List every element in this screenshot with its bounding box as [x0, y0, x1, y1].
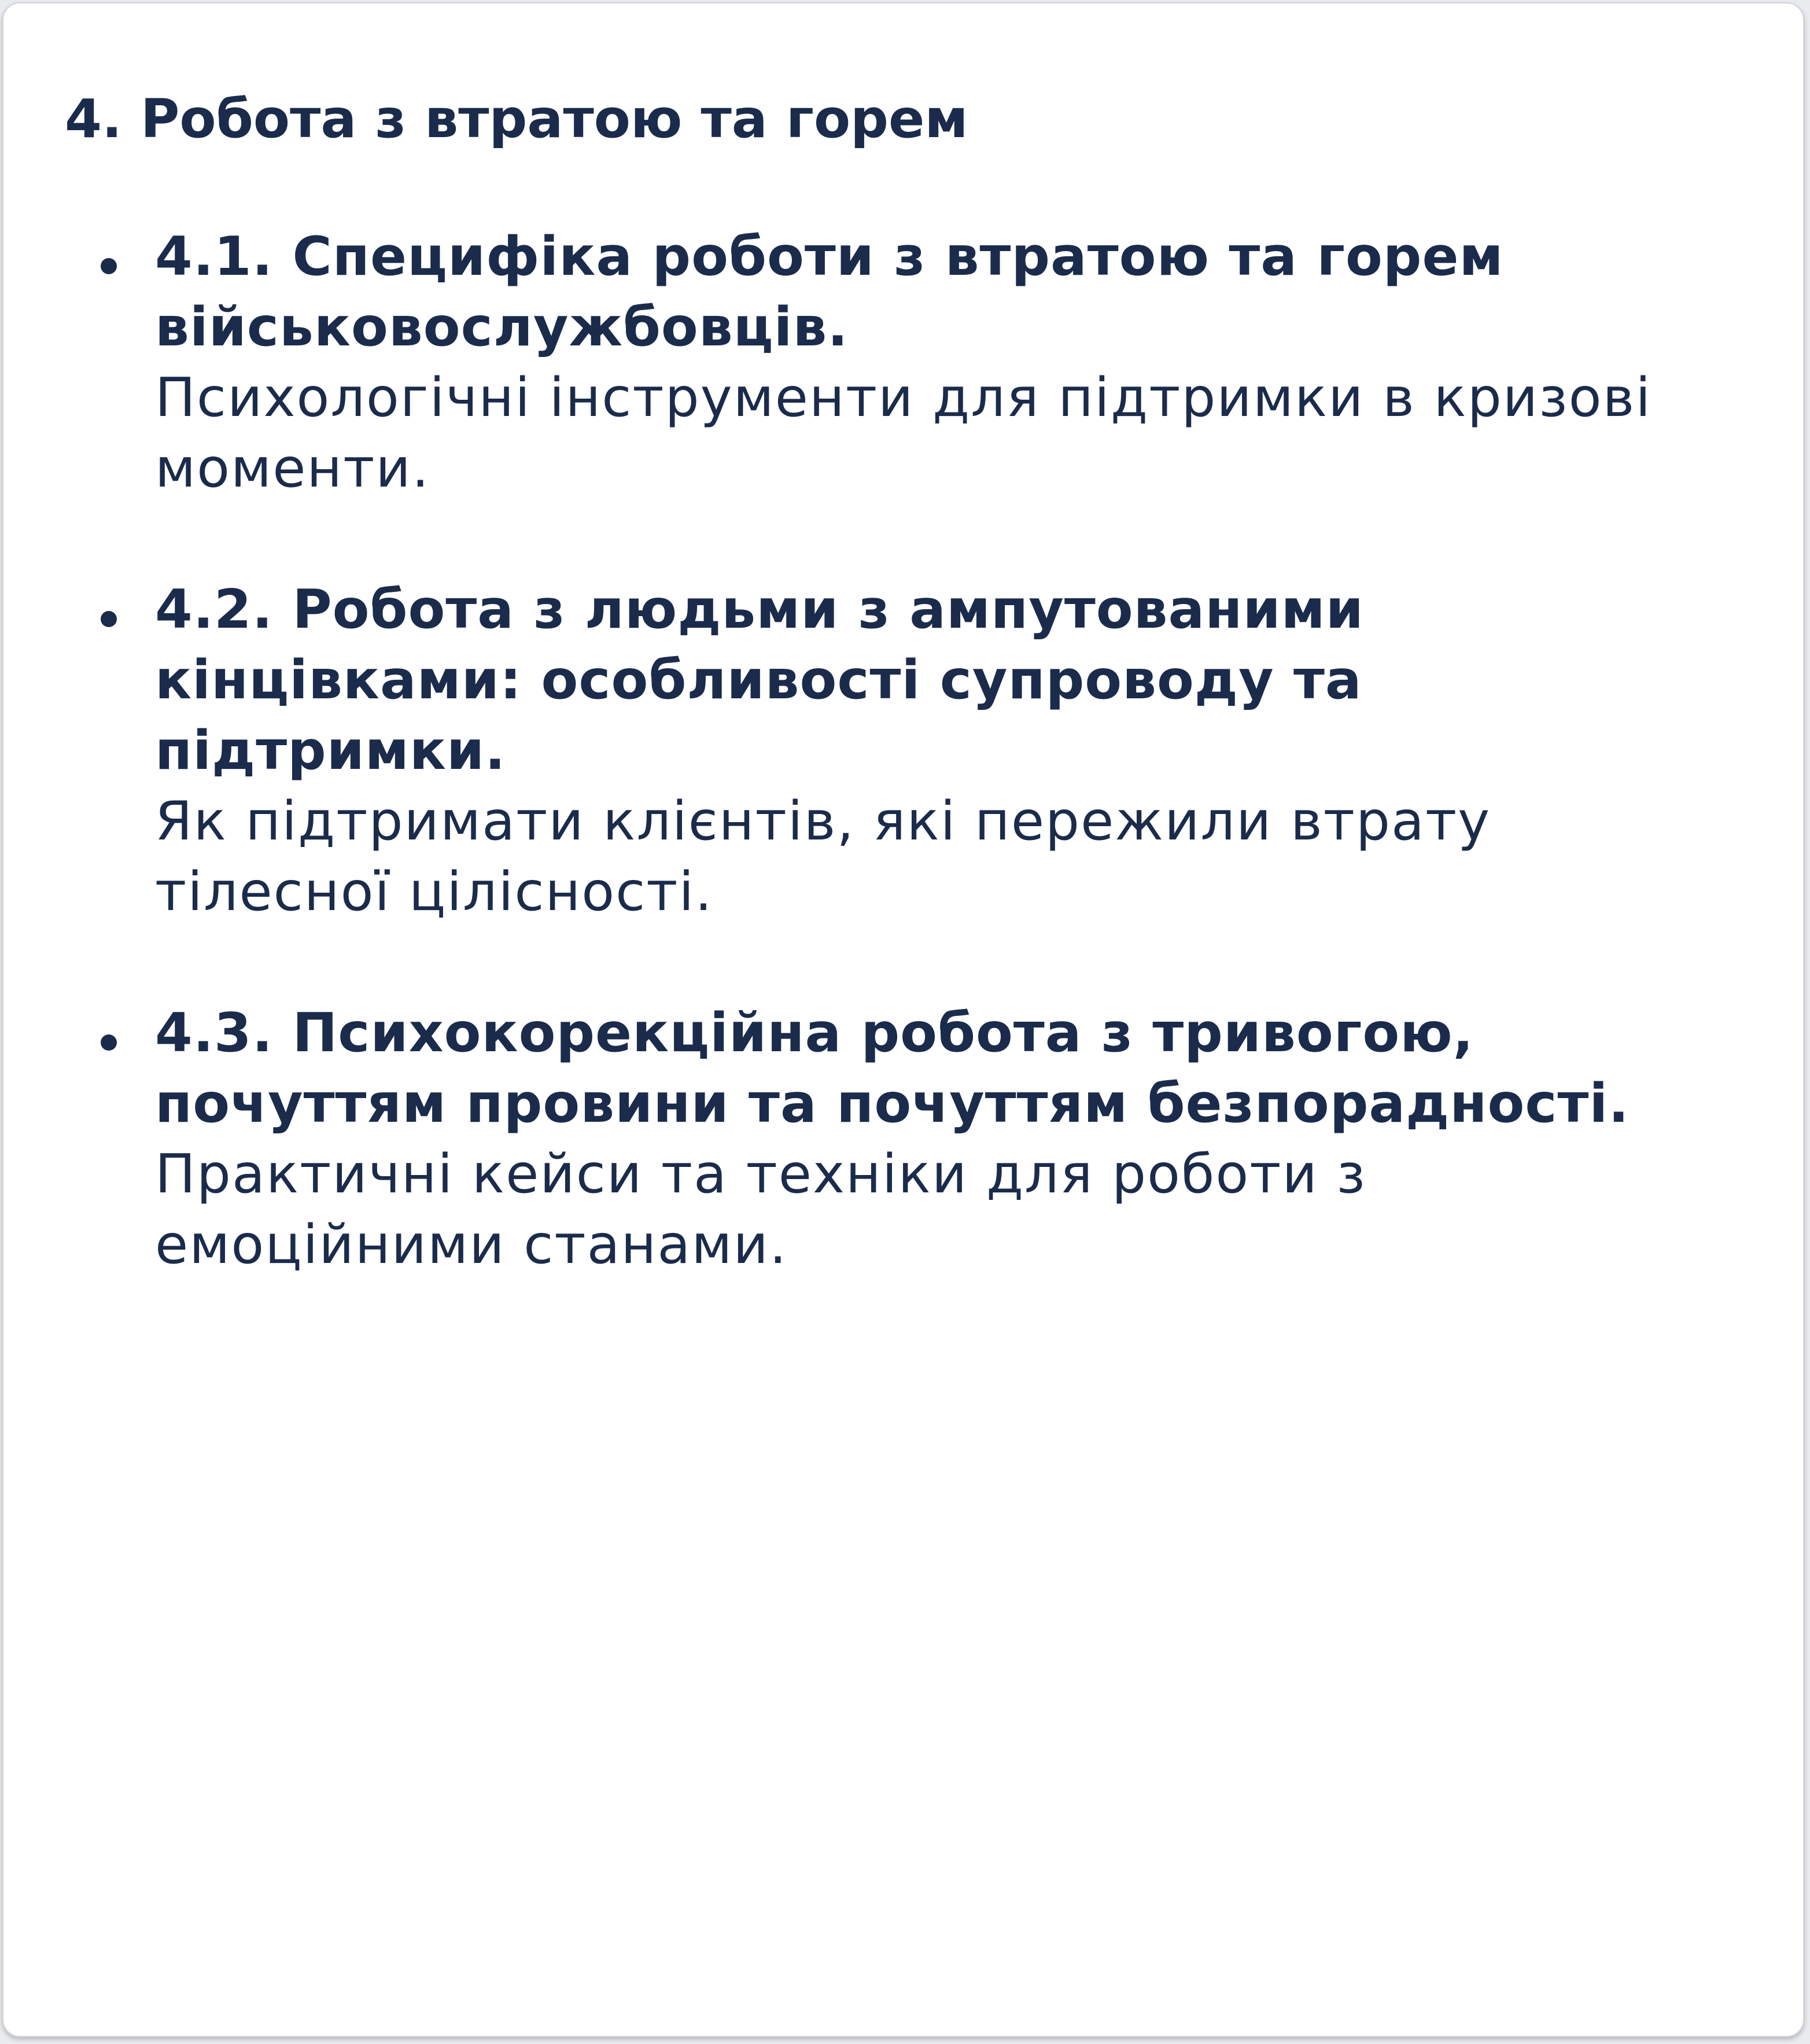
- topic-description-line: Як підтримати клієнтів, які пережили втрату: [155, 790, 1491, 852]
- list-item: [3, 997, 1739, 1280]
- topic-title-line: підтримки.: [155, 719, 506, 782]
- topic-description-line: емоційними станами.: [155, 1213, 788, 1276]
- topic-list: [3, 221, 1739, 1350]
- list-item: [3, 221, 1739, 503]
- topic-title-line: 4.1. Специфіка роботи з втратою та горем: [155, 225, 1504, 288]
- topic-title-line: кінцівками: особливості супроводу та: [155, 649, 1362, 711]
- topic-title-line: почуттям провини та почуттям безпорадності.: [155, 1072, 1630, 1135]
- section-title: 4. Робота з втратою та горем: [65, 88, 968, 150]
- content-card: [2, 2, 1804, 2037]
- topic-title-line: 4.2. Робота з людьми з ампутованими: [155, 578, 1364, 640]
- topic-description-line: тілесної цілісності.: [155, 860, 713, 923]
- bullet-icon: [101, 611, 117, 627]
- list-item: [3, 574, 1739, 927]
- topic-description-line: моменти.: [155, 437, 430, 499]
- topic-description-line: Психологічні інструменти для підтримки в кризові: [155, 366, 1652, 429]
- bullet-icon: [101, 1034, 117, 1051]
- topic-title-line: військовослужбовців.: [155, 296, 849, 358]
- topic-title-line: 4.3. Психокорекційна робота з тривогою,: [155, 1001, 1474, 1064]
- bullet-icon: [101, 258, 117, 274]
- topic-description-line: Практичні кейси та техніки для роботи з: [155, 1143, 1366, 1205]
